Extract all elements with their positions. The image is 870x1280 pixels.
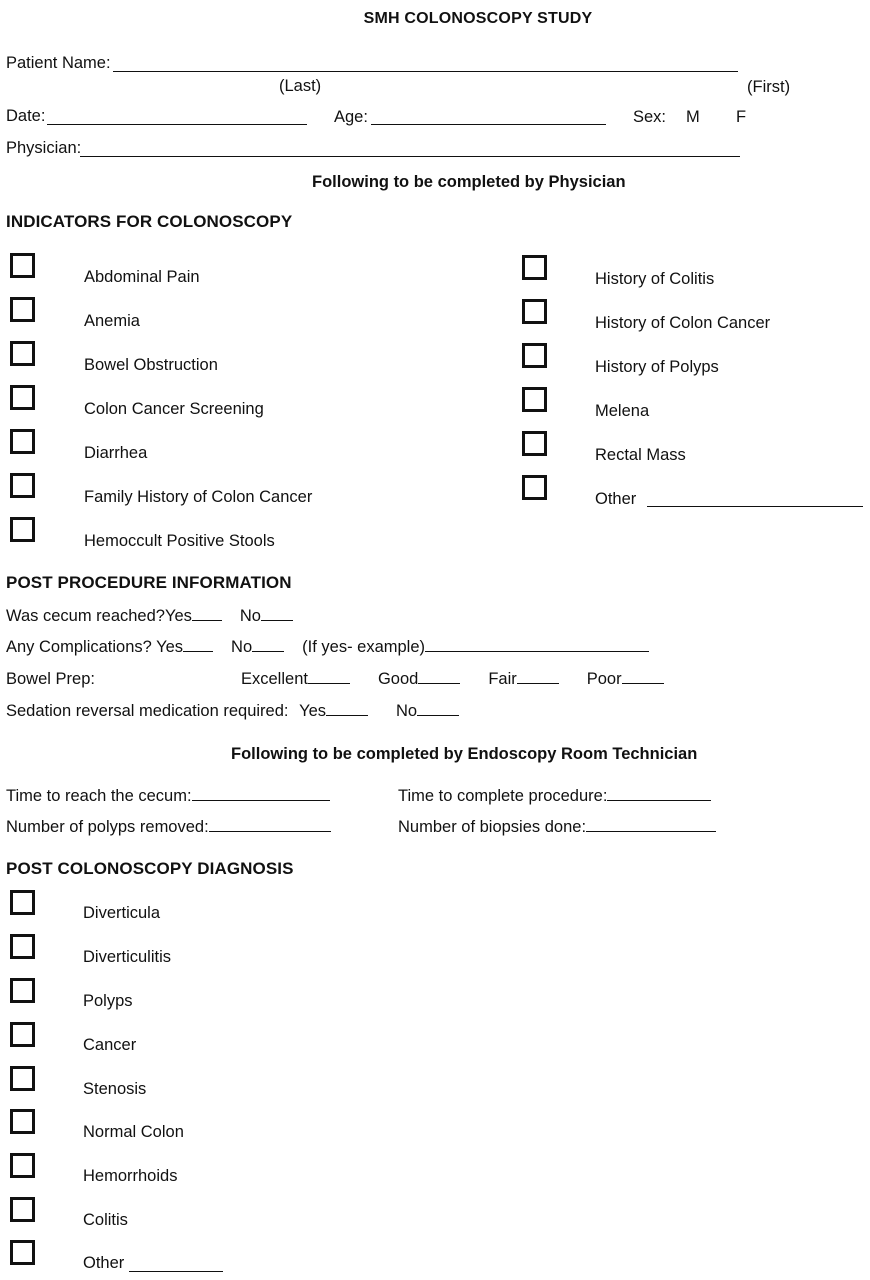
indicator-label: Other [595, 490, 637, 508]
diagnosis-heading: POST COLONOSCOPY DIAGNOSIS [6, 859, 294, 878]
diagnosis-label: Normal Colon [83, 1123, 184, 1141]
diagnosis-label: Diverticula [83, 904, 161, 922]
biopsies-done-label: Number of biopsies done: [398, 818, 587, 836]
complications-example-label: (If yes- example) [302, 638, 426, 656]
sedation-label: Sedation reversal medication required: [6, 702, 289, 720]
complications-row [6, 637, 649, 657]
indicator-label: Anemia [84, 312, 140, 330]
diagnosis-checkbox[interactable] [10, 1153, 35, 1178]
indicator-checkbox[interactable] [10, 341, 35, 366]
bowel-prep-label: Bowel Prep: [6, 670, 95, 688]
indicator-checkbox[interactable] [522, 343, 547, 368]
indicator-label: Colon Cancer Screening [84, 400, 264, 418]
date-label: Date: [6, 107, 46, 125]
diagnosis-checkbox[interactable] [10, 890, 35, 915]
prep-good: Good [377, 670, 419, 688]
age-field[interactable] [371, 124, 606, 125]
cecum-label: Was cecum reached? [6, 607, 165, 625]
indicator-checkbox[interactable] [522, 299, 547, 324]
indicator-checkbox[interactable] [522, 387, 547, 412]
time-complete-label: Time to complete procedure: [398, 787, 608, 805]
indicator-label: History of Polyps [595, 358, 719, 376]
indicator-checkbox[interactable] [10, 253, 35, 278]
time-complete-field[interactable] [607, 786, 711, 801]
technician-section-note: Following to be completed by Endoscopy Room Technician [231, 745, 698, 763]
bowel-prep-options [241, 669, 664, 689]
biopsies-done-field[interactable] [586, 817, 716, 832]
form-title: SMH COLONOSCOPY STUDY [363, 10, 593, 27]
cecum-yes-field[interactable] [192, 606, 222, 621]
complications-yes-field[interactable] [183, 637, 213, 652]
time-complete-row [398, 786, 711, 806]
physician-label: Physician: [6, 139, 82, 157]
polyps-removed-field[interactable] [209, 817, 331, 832]
diagnosis-other-field[interactable] [129, 1271, 223, 1272]
prep-fair: Fair [488, 670, 517, 688]
diagnosis-label: Other [83, 1254, 125, 1272]
indicator-label: Bowel Obstruction [84, 356, 218, 374]
sedation-row [6, 701, 459, 721]
sex-option-f[interactable]: F [736, 108, 747, 126]
sedation-yes: Yes [299, 702, 327, 720]
indicator-checkbox[interactable] [10, 517, 35, 542]
date-field[interactable] [47, 124, 307, 125]
diagnosis-label: Cancer [83, 1036, 137, 1054]
prep-good-field[interactable] [418, 669, 460, 684]
polyps-removed-label: Number of polyps removed: [6, 818, 209, 836]
indicator-checkbox[interactable] [10, 429, 35, 454]
physician-field[interactable] [80, 156, 740, 157]
patient-name-field[interactable] [113, 71, 738, 72]
indicator-label: History of Colon Cancer [595, 314, 771, 332]
age-label: Age: [334, 108, 368, 126]
indicator-other-field[interactable] [647, 506, 863, 507]
complications-no-field[interactable] [252, 637, 284, 652]
complications-yes: Yes [156, 638, 184, 656]
cecum-row [6, 606, 293, 626]
diagnosis-checkbox[interactable] [10, 1109, 35, 1134]
sedation-yes-field[interactable] [326, 701, 368, 716]
prep-excellent: Excellent [241, 670, 308, 688]
polyps-removed-row [6, 817, 331, 837]
prep-poor: Poor [586, 670, 622, 688]
cecum-no: No [239, 607, 261, 625]
complications-no: No [231, 638, 253, 656]
indicator-checkbox[interactable] [522, 475, 547, 500]
sex-option-m[interactable]: M [686, 108, 700, 126]
indicator-label: Family History of Colon Cancer [84, 488, 313, 506]
physician-section-note: Following to be completed by Physician [312, 173, 626, 191]
post-procedure-heading: POST PROCEDURE INFORMATION [6, 573, 292, 592]
biopsies-done-row [398, 817, 716, 837]
indicator-checkbox[interactable] [522, 431, 547, 456]
indicator-checkbox[interactable] [522, 255, 547, 280]
diagnosis-checkbox[interactable] [10, 978, 35, 1003]
indicator-checkbox[interactable] [10, 385, 35, 410]
indicator-checkbox[interactable] [10, 473, 35, 498]
cecum-yes: Yes [164, 607, 192, 625]
diagnosis-label: Hemorrhoids [83, 1167, 178, 1185]
indicator-label: Diarrhea [84, 444, 148, 462]
time-cecum-row [6, 786, 330, 806]
sedation-no-field[interactable] [417, 701, 459, 716]
diagnosis-label: Colitis [83, 1211, 128, 1229]
last-name-caption: (Last) [279, 77, 322, 95]
sex-label: Sex: [633, 108, 667, 126]
indicator-label: Abdominal Pain [84, 268, 200, 286]
diagnosis-label: Stenosis [83, 1080, 147, 1098]
diagnosis-label: Diverticulitis [83, 948, 172, 966]
prep-excellent-field[interactable] [308, 669, 350, 684]
sedation-no: No [396, 702, 418, 720]
diagnosis-checkbox[interactable] [10, 1022, 35, 1047]
prep-fair-field[interactable] [517, 669, 559, 684]
cecum-no-field[interactable] [261, 606, 293, 621]
complications-example-field[interactable] [425, 637, 649, 652]
patient-name-label: Patient Name: [6, 54, 111, 72]
time-cecum-field[interactable] [192, 786, 330, 801]
indicators-heading: INDICATORS FOR COLONOSCOPY [6, 212, 293, 231]
diagnosis-label: Polyps [83, 992, 133, 1010]
complications-label: Any Complications? [6, 638, 152, 656]
indicator-label: Rectal Mass [595, 446, 686, 464]
prep-poor-field[interactable] [622, 669, 664, 684]
indicator-label: History of Colitis [595, 270, 715, 288]
time-cecum-label: Time to reach the cecum: [6, 787, 192, 805]
indicator-checkbox[interactable] [10, 297, 35, 322]
diagnosis-checkbox[interactable] [10, 1066, 35, 1091]
indicator-label: Melena [595, 402, 650, 420]
diagnosis-checkbox[interactable] [10, 1197, 35, 1222]
diagnosis-checkbox[interactable] [10, 934, 35, 959]
diagnosis-checkbox[interactable] [10, 1240, 35, 1265]
first-name-caption: (First) [747, 78, 791, 96]
indicator-label: Hemoccult Positive Stools [84, 532, 275, 550]
